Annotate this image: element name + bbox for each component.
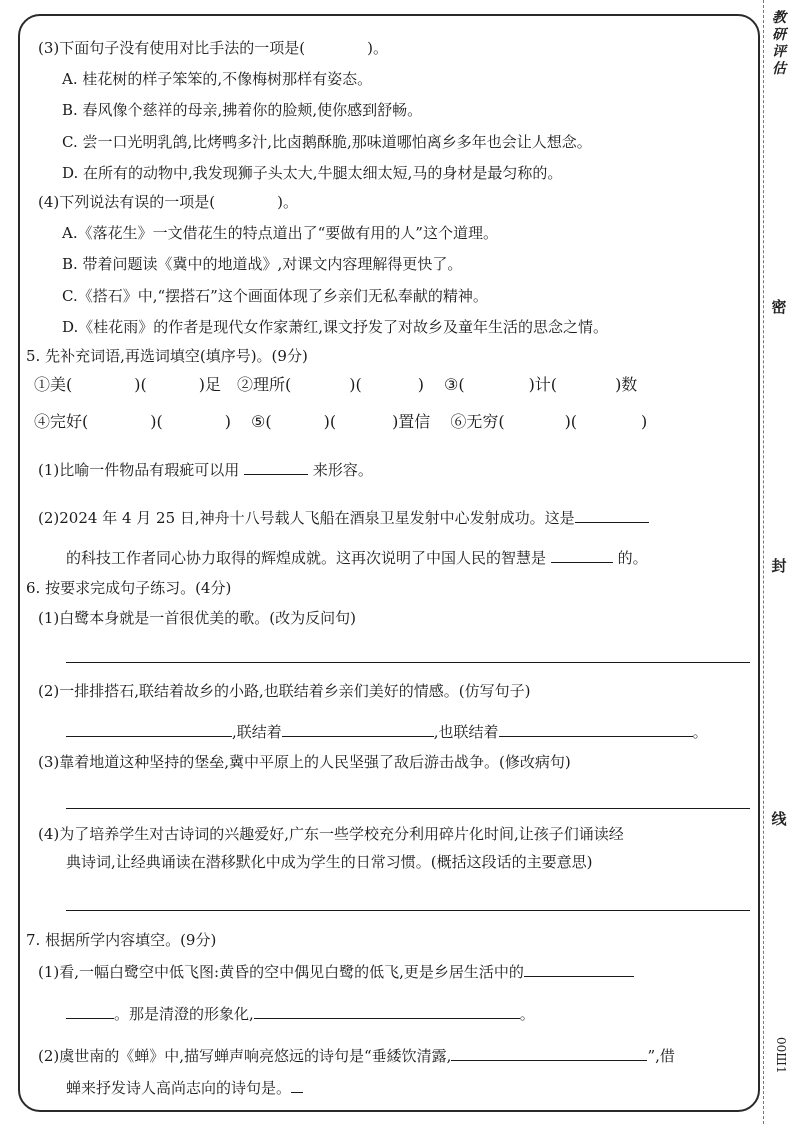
q7-sub2-blank-1[interactable] [451,1044,647,1061]
q6-sentence-1: (1)白鹭本身就是一首很优美的歌。(改为反问句) [38,609,356,627]
q6-fill-blank-1[interactable] [66,720,232,737]
q3-stem: (3)下面句子没有使用对比手法的一项是( )。 [38,39,388,57]
seal-line-margin [763,0,794,1124]
q4-option-a: A.《落花生》一文借花生的特点道出了“要做有用的人”这个道理。 [62,224,498,242]
q7-sub-2a: (2)虞世南的《蝉》中,描写蝉声响亮悠远的诗句是“垂緌饮清露, ”,借 [38,1044,675,1066]
q4-option-d: D.《桂花雨》的作者是现代女作家萧红,课文抒发了对故乡及童年生活的思念之情。 [62,318,609,336]
q3-option-b: B. 春风像个慈祥的母亲,拂着你的脸颊,使你感到舒畅。 [62,101,423,119]
q6-answer-line-3[interactable] [66,808,750,809]
q6-fill-blank-2[interactable] [282,720,434,737]
q7-sub-2b: 蝉来抒发诗人高尚志向的诗句是。 [66,1076,303,1098]
q6-imitation-fill: ,联结着 ,也联结着 。 [66,720,708,742]
q3-option-a: A. 桂花树的样子笨笨的,不像梅树那样有姿态。 [62,70,373,88]
seal-mark-mi: 密 [771,298,787,316]
q6-title: 6. 按要求完成句子练习。(4分) [26,579,232,597]
q6-fill-blank-3[interactable] [499,720,693,737]
q4-stem: (4)下列说法有误的一项是( )。 [38,193,298,211]
q6-sentence-4a: (4)为了培养学生对古诗词的兴趣爱好,广东一些学校充分利用碎片化时间,让孩子们诵读经 [38,825,624,843]
seal-mark-feng: 封 [771,557,787,575]
q6-answer-line-4[interactable] [66,910,750,911]
q7-sub1-blank-1[interactable] [524,960,634,977]
q5-sub-2b: 的科技工作者同心协力取得的辉煌成就。这再次说明了中国人民的智慧是 的。 [66,546,648,568]
q7-sub-1b: 。那是清澄的形象化, 。 [66,1002,535,1024]
q5-sub2-blank-1[interactable] [575,506,649,523]
q7-sub1-blank-2[interactable] [66,1002,114,1019]
q7-title: 7. 根据所学内容填空。(9分) [26,931,217,949]
q4-option-c: C.《搭石》中,“摆搭石”这个画面体现了乡亲们无私奉献的精神。 [62,287,488,305]
q3-option-c: C. 尝一口光明乳鸽,比烤鸭多汁,比卤鹅酥脆,那味道哪怕离乡多年也会让人想念。 [62,133,592,151]
q4-option-b: B. 带着问题读《冀中的地道战》,对课文内容理解得更快了。 [62,255,463,273]
q6-answer-line-1[interactable] [66,662,750,663]
q7-sub1-blank-3[interactable] [254,1002,520,1019]
q6-sentence-2: (2)一排排搭石,联结着故乡的小路,也联结着乡亲们美好的情感。(仿写句子) [38,682,531,700]
seal-mark-xian: 线 [771,810,787,828]
q5-word-row-1: ①美( )( )足 ②理所( )( ) ③( )计( )数 [34,375,638,394]
q3-option-d: D. 在所有的动物中,我发现狮子头太大,牛腿太细太短,马的身材是最匀称的。 [62,164,563,182]
side-code: 00Ш1 [770,1025,788,1085]
q5-sub2-blank-2[interactable] [551,546,613,563]
stamp-text: 教研评估 [772,10,786,77]
q6-sentence-3: (3)靠着地道这种坚持的堡垒,冀中平原上的人民坚强了敌后游击战争。(修改病句) [38,753,571,771]
q5-sub-2a: (2)2024 年 4 月 25 日,神舟十八号载人飞船在酒泉卫星发射中心发射成功。这是 [38,506,649,528]
q6-sentence-4b: 典诗词,让经典诵读在潜移默化中成为学生的日常习惯。(概括这段话的主要意思) [66,853,593,871]
q7-sub-1a: (1)看,一幅白鹭空中低飞图:黄昏的空中偶见白鹭的低飞,更是乡居生活中的 [38,960,634,982]
q7-sub2-blank-2[interactable] [291,1076,303,1093]
q5-sub1-blank[interactable] [244,458,308,475]
q5-word-row-2: ④完好( )( ) ⑤( )( )置信 ⑥无穷( )( ) [34,412,648,431]
q5-sub-1: (1)比喻一件物品有瑕疵可以用 来形容。 [38,458,373,480]
q5-title: 5. 先补充词语,再选词填空(填序号)。(9分) [26,347,308,365]
